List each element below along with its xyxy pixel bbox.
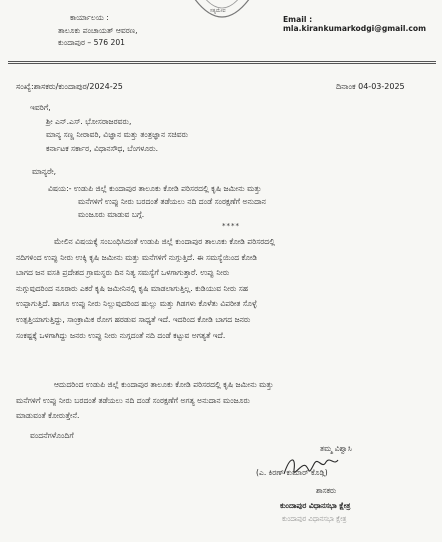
body-line: ಆದುದರಿಂದ ಉಡುಪಿ ಜಿಲ್ಲೆ ಕುಂದಾಪುರ ತಾಲೂಕು ಕೋಡಿ ಪರಿಸರದಲ್ಲಿ ಕೃಷಿ ಜಮೀನು ಮತ್ತು	[54, 380, 274, 389]
svg-text:ಸತ್ಯಮೇವ: ಸತ್ಯಮೇವ	[210, 8, 226, 14]
email-address: Email : mla.kirankumarkodgi@gmail.com	[283, 15, 427, 33]
body-line: ಬಾಗದ ಜನ ವಸತಿ ಪ್ರದೇಶದ ಗ್ರಾಮಸ್ಥರು ದಿನ ನಿತ್ಯ ಸಮಸ್ಯೆಗೆ ಒಳಗಾಗುತ್ತಾರೆ. ಉಪ್ಪು ನೀರು	[16, 268, 230, 278]
office-line-1: ಕಾರ್ಯಾಲಯ :	[70, 13, 109, 22]
office-address	[58, 12, 138, 50]
body-line: ಮೇಲಿನ ವಿಷಯಕ್ಕೆ ಸಂಬಂಧಿಸಿದಂತೆ ಉಡುಪಿ ಜಿಲ್ಲೆ ಕುಂದಾಪುರ ತಾಲೂಕು ಕೋಡಿ ಪರಿಸರದಲ್ಲಿ	[54, 237, 275, 246]
body-paragraph-2	[16, 377, 430, 424]
body-line: ಮನೆಗಳಿಗೆ ಉಪ್ಪು ನೀರು ಬರದಂತೆ ತಡೆಯಲು ನದಿ ದಂಡೆ ಸಂರಕ್ಷಣೆಗೆ ಅಗತ್ಯ ಅನುದಾನ ಮಂಜೂರು	[16, 395, 250, 405]
body-line: ಉತ್ಪತ್ತಿಯಾಗುತ್ತಿದ್ದು, ಸಾಂಕ್ರಾಮಿಕ ರೋಗ ಹರಡುವ ಸಾಧ್ಯತೆ ಇದೆ. ಇದರಿಂದ ಕೋಡಿ ಬಾಗದ ಜನರು	[16, 314, 251, 324]
office-line-2: ತಾಲೂಕು ಪಂಚಾಯತ್ ಆವರಣ,	[58, 25, 138, 35]
closing: ವಂದನೆಗಳೊಂದಿಗೆ	[30, 431, 74, 440]
yours-faithfully: ತಮ್ಮ ವಿಶ್ವಾಸಿ	[320, 444, 352, 453]
body-line: ಸಂಕಷ್ಟಕ್ಕೆ ಒಳಗಾಗಿದ್ದು ಜನರು ಉಪ್ಪು ನೀರು ನುಗ್ಗದಂತೆ ನದಿ ದಂಡೆ ಕಟ್ಟುವ ಅಗತ್ಯತೆ ಇದೆ.	[16, 330, 226, 340]
signatory-name: (ಎ. ಕಿರಣ್ ಕುಮಾರ್ ಕೊಡ್ಗಿ)	[256, 468, 328, 477]
body-line: ನುಗ್ಗುವುದರಿಂದ ನೂರಾರು ಎಕರೆ ಕೃಷಿ ಜಮೀನಿನಲ್ಲಿ ಕೃಷಿ ಮಾಡಲಾಗುತ್ತಿಲ್ಲ. ಕುಡಿಯುವ ನೀರು ಸಹ	[16, 283, 249, 293]
recipient-line: ಶ್ರೀ ಎನ್.ಎಸ್. ಭೋಸರಾಜರವರು,	[46, 116, 132, 126]
recipient-block	[30, 101, 188, 155]
header-divider	[8, 61, 436, 62]
recipient-line: ಮಾನ್ಯ ಸಣ್ಣ ನೀರಾವರಿ, ವಿಜ್ಞಾನ ಮತ್ತು ತಂತ್ರಜ್ಞಾನ ಸಚಿವರು	[46, 130, 189, 140]
body-line: ಮಾಡುವಂತೆ ಕೋರುತ್ತೇನೆ.	[16, 411, 80, 421]
body-line: ನದಿಗಳಿಂದ ಉಪ್ಪು ನೀರು ಉಕ್ಕಿ ಕೃಷಿ ಜಮೀನು ಮತ್ತು ಮನೆಗಳಿಗೆ ನುಗ್ಗುತ್ತಿದೆ. ಈ ಸಮಸ್ಯೆಯಿಂದ ಕೋಡಿ	[16, 252, 258, 262]
reference-number: ಸಂಖ್ಯೆ:ಶಾಸಕರು/ಕುಂದಾಪುರ/2024-25	[16, 82, 123, 91]
body-line: ಉಪ್ಪಾಗುತ್ತಿದೆ. ಹಾಗೂ ಉಪ್ಪು ನೀರು ನಿಲ್ಲುವುದರಿಂದ ಹುಲ್ಲು ಮತ್ತು ಗಿಡಗಳು ಕೊಳೆತು ವಿಪರೀತ ಸೊಳ್ಳೆ	[16, 299, 257, 309]
subject-line: ಮಂಜೂರು ಮಾಡುವ ಬಗ್ಗೆ.	[78, 210, 145, 220]
salutation: ಮಾನ್ಯರೇ,	[32, 167, 57, 176]
letter-date: ದಿನಾಂಕ 04-03-2025	[336, 82, 405, 91]
office-seal: ಕುಂದಾಪುರ ವಿಧಾನಸಭಾ ಕ್ಷೇತ್ರ	[282, 515, 347, 523]
signatory-title: ಶಾಸಕರು	[316, 486, 337, 495]
separator: ****	[222, 222, 240, 230]
constituency: ಕುಂದಾಪುರ ವಿಧಾನಸಭಾ ಕ್ಷೇತ್ರ	[280, 501, 351, 510]
subject-line: ವಿಷಯ:- ಉಡುಪಿ ಜಿಲ್ಲೆ ಕುಂದಾಪುರ ತಾಲೂಕು ಕೋಡಿ ಪರಿಸರದಲ್ಲಿ ಕೃಷಿ ಜಮೀನು ಮತ್ತು	[48, 184, 262, 193]
body-paragraph-1	[16, 234, 430, 343]
recipient-line: ಕರ್ನಾಟಕ ಸರ್ಕಾರ, ವಿಧಾನಸೌಧ, ಬೆಂಗಳೂರು.	[46, 143, 159, 153]
office-line-3: ಕುಂದಾಪುರ – 576 201	[58, 38, 126, 47]
to-label: ಇವರಿಗೆ,	[30, 103, 51, 112]
subject-line: ಮನೆಗಳಿಗೆ ಉಪ್ಪು ನೀರು ಬರದಂತೆ ತಡೆಯಲು ನದಿ ದಂಡೆ ಸಂರಕ್ಷಣೆಗೆ ಅನುದಾನ	[78, 197, 266, 207]
state-emblem-icon	[180, 0, 264, 22]
subject-block	[48, 182, 428, 222]
header-divider-thin	[8, 63, 436, 64]
